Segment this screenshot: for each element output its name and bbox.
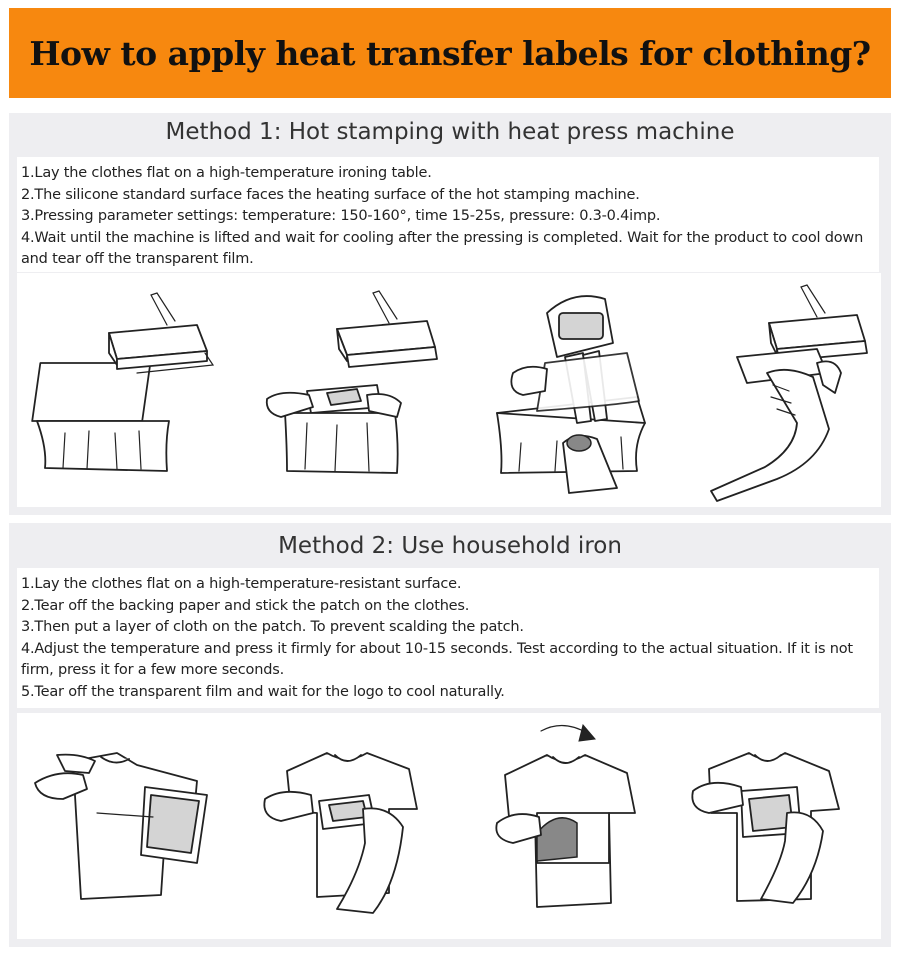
method1-step-2: 2.The silicone standard surface faces the heating surface of the hot stamping machine. [21, 186, 640, 203]
method2-step-5: 5.Tear off the transparent film and wait for the logo to cool naturally. [21, 683, 505, 700]
method1-section [9, 113, 891, 515]
heat-press-illustration-1 [32, 293, 213, 471]
method2-illustrations [17, 713, 881, 939]
arrow-icon [579, 725, 595, 741]
tshirt-illustration-2 [264, 753, 417, 913]
method2-step-1: 1.Lay the clothes flat on a high-temperature-resistant surface. [21, 576, 462, 592]
method2-step-2: 2.Tear off the backing paper and stick the patch on the clothes. [21, 597, 470, 614]
tshirt-illustration-1 [35, 753, 207, 899]
page-title: How to apply heat transfer labels for clothing? [29, 33, 871, 73]
method1-step-4: 4.Wait until the machine is lifted and wait for cooling after the pressing is completed. Wait for the product to cool down and tear off the transparent film. [21, 229, 864, 267]
tshirt-illustration-3 [496, 725, 635, 907]
page-header [9, 8, 891, 98]
heat-press-illustration-3 [497, 296, 645, 493]
method2-step-4: 4.Adjust the temperature and press it firmly for about 10-15 seconds. Test according to the actual situation. If it is not firm, press it for a few more seconds. [21, 640, 853, 678]
tshirt-illustration-4 [692, 753, 839, 903]
heat-press-illustration-4 [711, 285, 867, 501]
method1-step-1: 1.Lay the clothes flat on a high-temperature ironing table. [21, 165, 432, 181]
method2-step-3: 3.Then put a layer of cloth on the patch. To prevent scalding the patch. [21, 619, 524, 635]
method1-heading: Method 1: Hot stamping with heat press machine [165, 119, 735, 145]
heat-press-illustration-2 [267, 291, 437, 473]
method1-illustrations [17, 273, 881, 507]
method2-heading: Method 2: Use household iron [278, 533, 622, 559]
method1-steps [17, 157, 879, 272]
method1-step-3: 3.Pressing parameter settings: temperature: 150-160°, time 15-25s, pressure: 0.3-0.4imp. [21, 208, 661, 224]
method2-section [9, 523, 891, 947]
method2-steps [17, 568, 879, 708]
